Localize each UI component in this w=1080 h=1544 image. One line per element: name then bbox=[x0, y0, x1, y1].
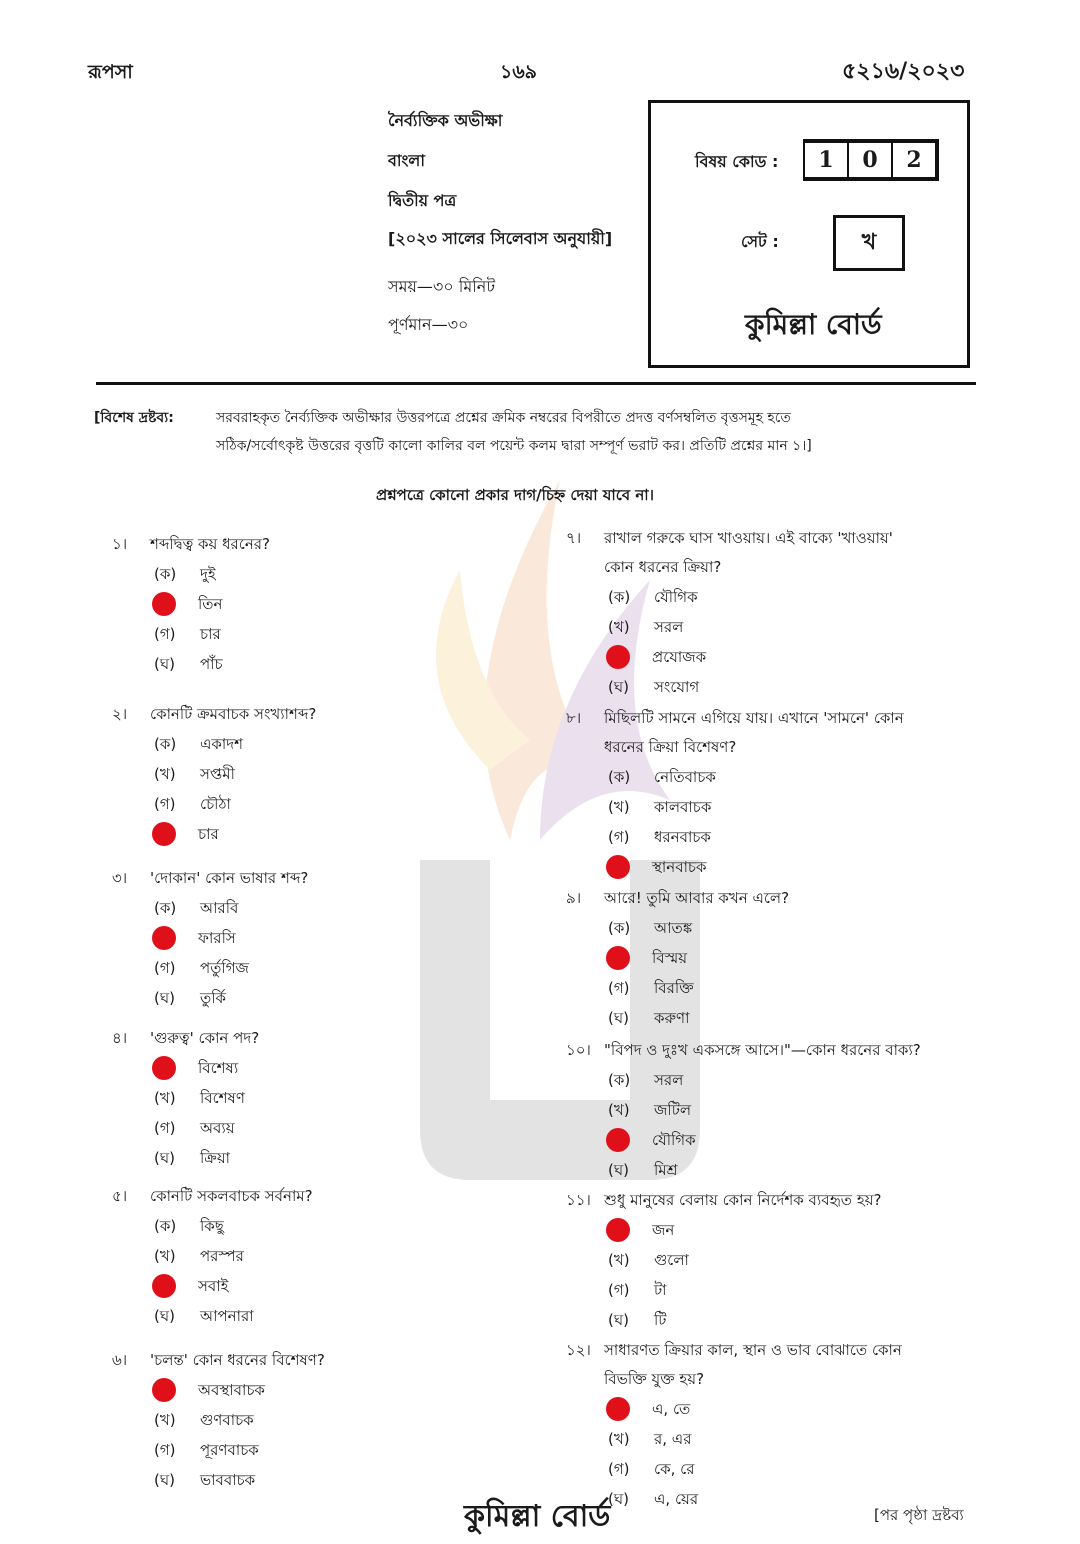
answer-option[interactable] bbox=[112, 589, 552, 619]
code-digit: 1 bbox=[803, 141, 849, 179]
answer-option[interactable] bbox=[566, 642, 976, 672]
option-label: (ঘ) bbox=[608, 677, 629, 696]
option-label: (খ) bbox=[154, 1088, 176, 1107]
exam-syllabus: [২০২৩ সালের সিলেবাস অনুযায়ী] bbox=[388, 229, 613, 248]
warning-text: প্রশ্নপত্রে কোনো প্রকার দাগ/চিহ্ন দেয়া যাবে না। bbox=[376, 486, 655, 504]
option-text: গুণবাচক bbox=[200, 1410, 254, 1429]
answer-option[interactable] bbox=[566, 852, 976, 882]
answer-option[interactable] bbox=[566, 762, 976, 792]
option-text: পর্তুগিজ bbox=[200, 958, 249, 977]
option-text: পূরণবাচক bbox=[200, 1440, 259, 1459]
option-text: টা bbox=[654, 1280, 667, 1299]
option-text: সবাই bbox=[198, 1276, 229, 1295]
question-number: ৮। bbox=[566, 709, 582, 727]
option-label: (ক) bbox=[154, 734, 177, 753]
question-text: "বিপদ ও দুঃখ একসঙ্গে আসে।"—কোন ধরনের বাক্য? bbox=[604, 1041, 921, 1059]
option-text: জন bbox=[652, 1220, 675, 1239]
option-label: (গ) bbox=[608, 978, 630, 997]
answer-option[interactable] bbox=[566, 1245, 976, 1275]
option-text: কে, রে bbox=[654, 1459, 695, 1478]
question-stem bbox=[112, 530, 552, 559]
filled-answer-bubble bbox=[152, 1378, 176, 1402]
question-number: ১। bbox=[112, 535, 128, 553]
option-text: চৌঠা bbox=[200, 794, 231, 813]
question-number: ৭। bbox=[566, 529, 582, 547]
code-digit: 0 bbox=[847, 141, 893, 179]
filled-answer-bubble bbox=[152, 1056, 176, 1080]
answer-option[interactable] bbox=[566, 1215, 976, 1245]
answer-option[interactable] bbox=[566, 1065, 976, 1095]
option-text: করুণা bbox=[654, 1008, 690, 1027]
set-value: খ bbox=[833, 215, 905, 271]
question-text: রাখাল গরুকে ঘাস খাওয়ায়। এই বাক্যে 'খাওয়ায়' bbox=[604, 529, 893, 547]
question-text: 'চলন্ত' কোন ধরনের বিশেষণ? bbox=[150, 1351, 325, 1369]
answer-option[interactable] bbox=[112, 1271, 552, 1301]
board-name: কুমিল্লা বোর্ড bbox=[745, 308, 882, 341]
question bbox=[112, 700, 552, 849]
question-stem bbox=[112, 1346, 552, 1375]
answer-option[interactable] bbox=[566, 1275, 976, 1305]
question bbox=[566, 1336, 976, 1514]
question-stem bbox=[112, 1182, 552, 1211]
option-text: অব্যয় bbox=[200, 1118, 235, 1137]
question-text: শব্দদ্বিত্ব কয় ধরনের? bbox=[150, 535, 271, 553]
question-stem bbox=[566, 524, 976, 553]
option-text: কালবাচক bbox=[654, 797, 712, 816]
option-label: (ঘ) bbox=[154, 1148, 175, 1167]
answer-option[interactable] bbox=[112, 1143, 552, 1173]
question-number: ১২। bbox=[566, 1341, 591, 1359]
question-text: 'দোকান' কোন ভাষার শব্দ? bbox=[150, 869, 309, 887]
question-stem bbox=[112, 864, 552, 893]
option-text: বিরক্তি bbox=[654, 978, 694, 997]
answer-option[interactable] bbox=[112, 1211, 552, 1241]
option-label: (ক) bbox=[608, 587, 631, 606]
answer-option[interactable] bbox=[112, 923, 552, 953]
question bbox=[566, 1186, 976, 1335]
option-label: (ঘ) bbox=[154, 1470, 175, 1489]
set-label: সেট : bbox=[741, 232, 779, 251]
answer-option[interactable] bbox=[112, 1465, 552, 1495]
option-label: (খ) bbox=[608, 1250, 630, 1269]
answer-option[interactable] bbox=[112, 619, 552, 649]
filled-answer-bubble bbox=[606, 1397, 630, 1421]
question-text: আরে! তুমি আবার কখন এলে? bbox=[604, 889, 790, 907]
question bbox=[566, 1036, 976, 1185]
option-text: তুর্কি bbox=[200, 988, 227, 1007]
option-label: (খ) bbox=[154, 1246, 176, 1265]
exam-type: নৈর্ব্যক্তিক অভীক্ষা bbox=[388, 111, 503, 130]
option-label: (ক) bbox=[154, 898, 177, 917]
instructions-label: [বিশেষ দ্রষ্টব্য: bbox=[94, 410, 174, 426]
question-stem bbox=[566, 1186, 976, 1215]
option-text: দুই bbox=[200, 564, 216, 583]
answer-option[interactable] bbox=[566, 913, 976, 943]
option-text: এ, তে bbox=[652, 1399, 691, 1418]
question-text: মিছিলটি সামনে এগিয়ে যায়। এখানে 'সামনে' কোন bbox=[604, 709, 904, 727]
option-label: (খ) bbox=[608, 1100, 630, 1119]
answer-option[interactable] bbox=[566, 973, 976, 1003]
answer-option[interactable] bbox=[566, 582, 976, 612]
option-label: (ক) bbox=[608, 1070, 631, 1089]
option-label: (ঘ) bbox=[154, 988, 175, 1007]
question-text-continued: কোন ধরনের ক্রিয়া? bbox=[604, 558, 722, 576]
option-text: বিস্ময় bbox=[652, 948, 688, 967]
answer-option[interactable] bbox=[112, 649, 552, 679]
option-label: (ক) bbox=[154, 1216, 177, 1235]
question-number: ১১। bbox=[566, 1191, 591, 1209]
answer-option[interactable] bbox=[112, 1405, 552, 1435]
answer-option[interactable] bbox=[566, 1305, 976, 1335]
answer-option[interactable] bbox=[112, 789, 552, 819]
exam-subject: বাংলা bbox=[388, 151, 425, 170]
option-label: (খ) bbox=[154, 1410, 176, 1429]
option-text: ক্রিয়া bbox=[200, 1148, 231, 1167]
option-label: (ক) bbox=[608, 767, 631, 786]
option-text: পাঁচ bbox=[200, 654, 223, 673]
option-text: চার bbox=[198, 824, 219, 843]
subject-code-box bbox=[648, 100, 970, 368]
option-text: তিন bbox=[198, 594, 223, 613]
option-text: র, এর bbox=[654, 1429, 692, 1448]
option-label: (ঘ) bbox=[608, 1160, 629, 1179]
question-text: সাধারণত ক্রিয়ার কাল, স্থান ও ভাব বোঝাতে কোন bbox=[604, 1341, 902, 1359]
next-page-note: [পর পৃষ্ঠা দ্রষ্টব্য bbox=[874, 1506, 964, 1524]
option-text: কিছু bbox=[200, 1216, 224, 1235]
filled-answer-bubble bbox=[606, 946, 630, 970]
option-text: সরল bbox=[654, 617, 684, 636]
question-number: ৬। bbox=[112, 1351, 128, 1369]
answer-option[interactable] bbox=[112, 729, 552, 759]
option-label: (ক) bbox=[608, 918, 631, 937]
question-text: কোনটি ক্রমবাচক সংখ্যাশব্দ? bbox=[150, 705, 317, 723]
option-label: (গ) bbox=[608, 827, 630, 846]
filled-answer-bubble bbox=[152, 822, 176, 846]
option-label: (গ) bbox=[154, 1440, 176, 1459]
question-text-continued: ধরনের ক্রিয়া বিশেষণ? bbox=[604, 738, 737, 756]
option-text: বিশেষণ bbox=[200, 1088, 245, 1107]
subject-code-digits bbox=[803, 139, 939, 181]
option-text: সরল bbox=[654, 1070, 684, 1089]
exam-code: ৫২১৬/২০২৩ bbox=[842, 59, 965, 84]
option-label: (ঘ) bbox=[154, 1306, 175, 1325]
question-number: ৯। bbox=[566, 889, 582, 907]
exam-marks: পূর্ণমান—৩০ bbox=[388, 315, 469, 334]
answer-option[interactable] bbox=[112, 759, 552, 789]
option-text: যৌগিক bbox=[652, 1130, 696, 1149]
filled-answer-bubble bbox=[152, 1274, 176, 1298]
answer-option[interactable] bbox=[566, 1454, 976, 1484]
answer-option[interactable] bbox=[566, 672, 976, 702]
filled-answer-bubble bbox=[152, 592, 176, 616]
question-stem bbox=[112, 1024, 552, 1053]
question-number: ৪। bbox=[112, 1029, 128, 1047]
question-text: কোনটি সকলবাচক সর্বনাম? bbox=[150, 1187, 313, 1205]
question bbox=[566, 704, 976, 882]
question-stem bbox=[566, 1036, 976, 1065]
page-number: ১৬৯ bbox=[500, 61, 538, 83]
option-text: পরস্পর bbox=[200, 1246, 244, 1265]
question-number: ৫। bbox=[112, 1187, 128, 1205]
answer-option[interactable] bbox=[112, 1053, 552, 1083]
answer-option[interactable] bbox=[112, 893, 552, 923]
question bbox=[112, 530, 552, 679]
header-divider bbox=[96, 382, 976, 385]
header-left-label: রূপসা bbox=[88, 61, 133, 83]
subject-code-label: বিষয় কোড : bbox=[695, 152, 779, 171]
question-number: ৩। bbox=[112, 869, 128, 887]
option-label: (ঘ) bbox=[154, 654, 175, 673]
exam-time: সময়—৩০ মিনিট bbox=[388, 277, 496, 296]
question-number: ২। bbox=[112, 705, 128, 723]
answer-option[interactable] bbox=[112, 983, 552, 1013]
option-label: (গ) bbox=[608, 1459, 630, 1478]
option-text: নেতিবাচক bbox=[654, 767, 716, 786]
option-text: ভাববাচক bbox=[200, 1470, 256, 1489]
question-number: ১০। bbox=[566, 1041, 591, 1059]
answer-option[interactable] bbox=[566, 943, 976, 973]
option-text: যৌগিক bbox=[654, 587, 698, 606]
question bbox=[566, 524, 976, 702]
question bbox=[112, 1346, 552, 1495]
option-label: (গ) bbox=[608, 1280, 630, 1299]
answer-option[interactable] bbox=[112, 1375, 552, 1405]
option-text: গুলো bbox=[654, 1250, 689, 1269]
filled-answer-bubble bbox=[152, 926, 176, 950]
question-text-continued: বিভক্তি যুক্ত হয়? bbox=[604, 1370, 705, 1388]
option-text: জটিল bbox=[654, 1100, 692, 1119]
answer-option[interactable] bbox=[112, 1435, 552, 1465]
option-label: (ঘ) bbox=[608, 1489, 629, 1508]
option-text: মিশ্র bbox=[654, 1160, 678, 1179]
answer-option[interactable] bbox=[566, 1095, 976, 1125]
answer-option[interactable] bbox=[112, 819, 552, 849]
option-text: ফারসি bbox=[198, 928, 236, 947]
option-label: (ঘ) bbox=[608, 1310, 629, 1329]
option-label: (খ) bbox=[608, 797, 630, 816]
answer-option[interactable] bbox=[566, 1424, 976, 1454]
option-label: (ঘ) bbox=[608, 1008, 629, 1027]
answer-option[interactable] bbox=[566, 1125, 976, 1155]
answer-option[interactable] bbox=[566, 1003, 976, 1033]
option-text: বিশেষ্য bbox=[198, 1058, 239, 1077]
answer-option[interactable] bbox=[112, 1241, 552, 1271]
option-text: একাদশ bbox=[200, 734, 244, 753]
answer-option[interactable] bbox=[566, 792, 976, 822]
answer-option[interactable] bbox=[566, 1394, 976, 1424]
filled-answer-bubble bbox=[606, 645, 630, 669]
filled-answer-bubble bbox=[606, 1218, 630, 1242]
exam-paper: দ্বিতীয় পত্র bbox=[388, 191, 457, 210]
option-label: (খ) bbox=[154, 764, 176, 783]
question bbox=[112, 864, 552, 1013]
option-label: (ক) bbox=[154, 564, 177, 583]
question bbox=[112, 1024, 552, 1173]
filled-answer-bubble bbox=[606, 855, 630, 879]
question-stem bbox=[566, 704, 976, 733]
question bbox=[566, 884, 976, 1033]
instructions-line2: সঠিক/সর্বোৎকৃষ্ট উত্তরের বৃত্তটি কালো কালির বল পয়েন্ট কলম দ্বারা সম্পূর্ণ ভরাট কর। প্রতিটি প্রশ্নের মান ১।] bbox=[216, 438, 812, 454]
option-text: আরবি bbox=[200, 898, 239, 917]
option-text: আতঙ্ক bbox=[654, 918, 693, 937]
option-label: (গ) bbox=[154, 958, 176, 977]
option-label: (গ) bbox=[154, 624, 176, 643]
option-text: স্থানবাচক bbox=[652, 857, 707, 876]
option-text: আপনারা bbox=[200, 1306, 254, 1325]
answer-option[interactable] bbox=[112, 953, 552, 983]
answer-option[interactable] bbox=[566, 1155, 976, 1185]
footer-board-name: কুমিল্লা বোর্ড bbox=[464, 1499, 611, 1534]
code-digit: 2 bbox=[891, 141, 937, 179]
answer-option[interactable] bbox=[566, 612, 976, 642]
instructions-line1: সরবরাহকৃত নৈর্ব্যক্তিক অভীক্ষার উত্তরপত্রে প্রশ্নের ক্রমিক নম্বরের বিপরীতে প্রদত্ত বর্ণসম্বলিত বৃত্তসমূহ হতে bbox=[216, 410, 791, 426]
option-text: ধরনবাচক bbox=[654, 827, 711, 846]
option-label: (গ) bbox=[154, 1118, 176, 1137]
option-label: (খ) bbox=[608, 1429, 630, 1448]
question-stem bbox=[566, 1336, 976, 1365]
option-label: (গ) bbox=[154, 794, 176, 813]
option-text: অবস্থাবাচক bbox=[198, 1380, 265, 1399]
question-stem bbox=[566, 884, 976, 913]
option-text: প্রযোজক bbox=[652, 647, 707, 666]
question-stem bbox=[112, 700, 552, 729]
answer-option[interactable] bbox=[112, 559, 552, 589]
question-text: শুধু মানুষের বেলায় কোন নির্দেশক ব্যবহৃত হয়? bbox=[604, 1191, 882, 1209]
answer-option[interactable] bbox=[566, 822, 976, 852]
option-text: চার bbox=[200, 624, 221, 643]
answer-option[interactable] bbox=[112, 1301, 552, 1331]
answer-option[interactable] bbox=[112, 1083, 552, 1113]
option-text: সংযোগ bbox=[654, 677, 700, 696]
option-text: টি bbox=[654, 1310, 667, 1329]
answer-option[interactable] bbox=[112, 1113, 552, 1143]
filled-answer-bubble bbox=[606, 1128, 630, 1152]
question bbox=[112, 1182, 552, 1331]
option-text: এ, য়ের bbox=[654, 1489, 699, 1508]
option-label: (খ) bbox=[608, 617, 630, 636]
option-text: সপ্তমী bbox=[200, 764, 235, 783]
question-text: 'গুরুত্ব' কোন পদ? bbox=[150, 1029, 260, 1047]
